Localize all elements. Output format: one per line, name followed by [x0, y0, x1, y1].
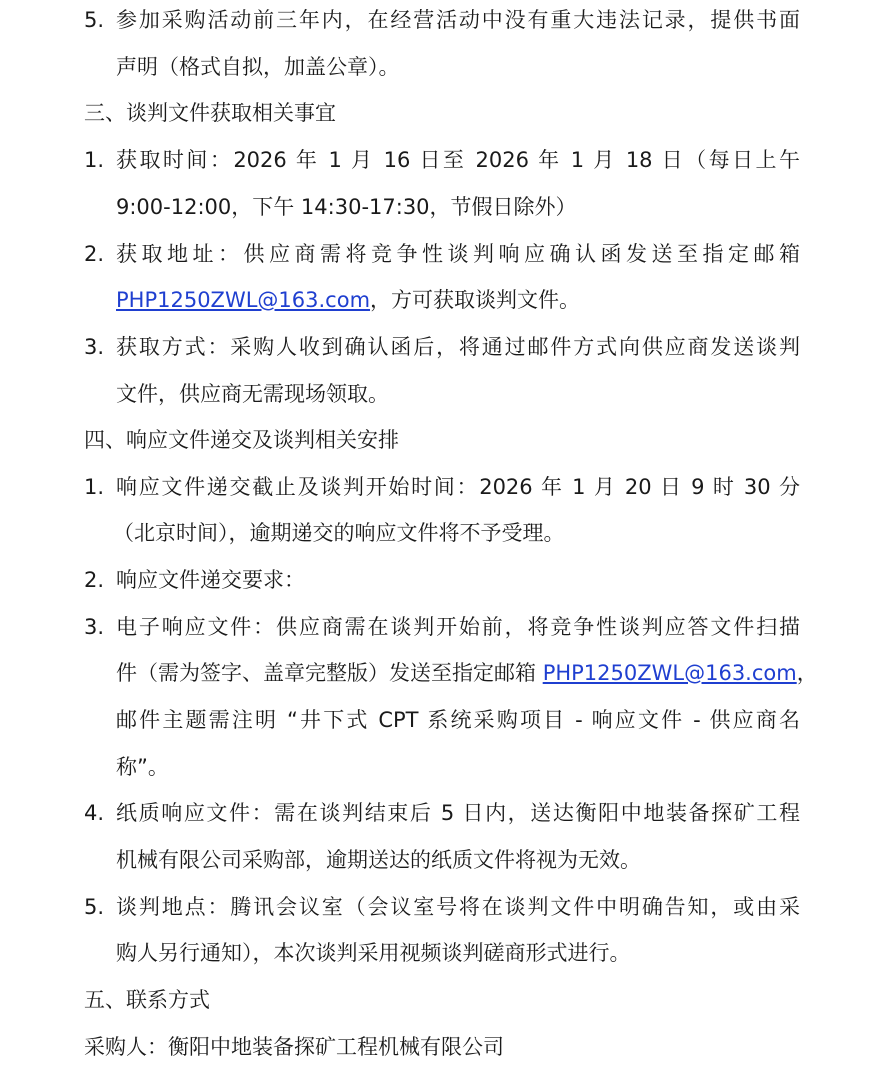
list-number: 1. [84, 475, 105, 499]
list-text-post: ， [796, 661, 818, 685]
list-number: 3. [84, 615, 105, 639]
section-heading: 五、联系方式 [84, 988, 210, 1012]
list-text: 响应文件递交截止及谈判开始时间：2026 年 1 月 20 日 9 时 30 分 [116, 475, 800, 499]
list-text: 获取地址：供应商需将竞争性谈判响应确认函发送至指定邮箱 [116, 242, 800, 266]
list-text: 9:00-12:00，下午 14:30-17:30，节假日除外） [116, 195, 577, 219]
list-text: 参加采购活动前三年内，在经营活动中没有重大违法记录，提供书面 [116, 8, 800, 32]
list-text: 谈判地点：腾讯会议室（会议室号将在谈判文件中明确告知，或由采 [116, 895, 800, 919]
list-text-pre: 件（需为签字、盖章完整版）发送至指定邮箱 [116, 661, 543, 685]
list-text: 文件，供应商无需现场领取。 [116, 382, 389, 406]
list-number: 1. [84, 148, 105, 172]
list-text: 电子响应文件：供应商需在谈判开始前，将竞争性谈判应答文件扫描 [116, 615, 800, 639]
list-text: 声明（格式自拟，加盖公章）。 [116, 55, 400, 79]
list-text [116, 286, 580, 314]
list-number: 5. [84, 895, 105, 919]
email-link[interactable]: PHP1250ZWL@163.com [116, 288, 371, 312]
buyer-line: 采购人：衡阳中地装备探矿工程机械有限公司 [84, 1035, 504, 1059]
list-text: 获取方式：采购人收到确认函后，将通过邮件方式向供应商发送谈判 [116, 335, 800, 359]
section-heading: 三、谈判文件获取相关事宜 [84, 101, 336, 125]
list-number: 4. [84, 801, 105, 825]
list-text: 购人另行通知），本次谈判采用视频谈判磋商形式进行。 [116, 941, 631, 965]
list-number: 2. [84, 242, 105, 266]
list-number: 5. [84, 8, 105, 32]
list-number: 3. [84, 335, 105, 359]
list-text [116, 659, 818, 687]
list-number: 2. [84, 568, 105, 592]
list-text: 称”。 [116, 755, 169, 779]
list-text: （北京时间），逾期递交的响应文件将不予受理。 [113, 521, 565, 545]
list-text: 获取时间：2026 年 1 月 16 日至 2026 年 1 月 18 日（每日上午 [116, 148, 800, 172]
list-text: 响应文件递交要求： [116, 568, 305, 592]
section-heading: 四、响应文件递交及谈判相关安排 [84, 428, 399, 452]
list-text: 机械有限公司采购部，逾期送达的纸质文件将视为无效。 [116, 848, 641, 872]
email-link[interactable]: PHP1250ZWL@163.com [542, 661, 797, 685]
list-text: 邮件主题需注明 “井下式 CPT 系统采购项目 - 响应文件 - 供应商名 [116, 708, 800, 732]
list-text-rest: ，方可获取谈判文件。 [370, 288, 581, 312]
list-text: 纸质响应文件：需在谈判结束后 5 日内，送达衡阳中地装备探矿工程 [116, 801, 800, 825]
